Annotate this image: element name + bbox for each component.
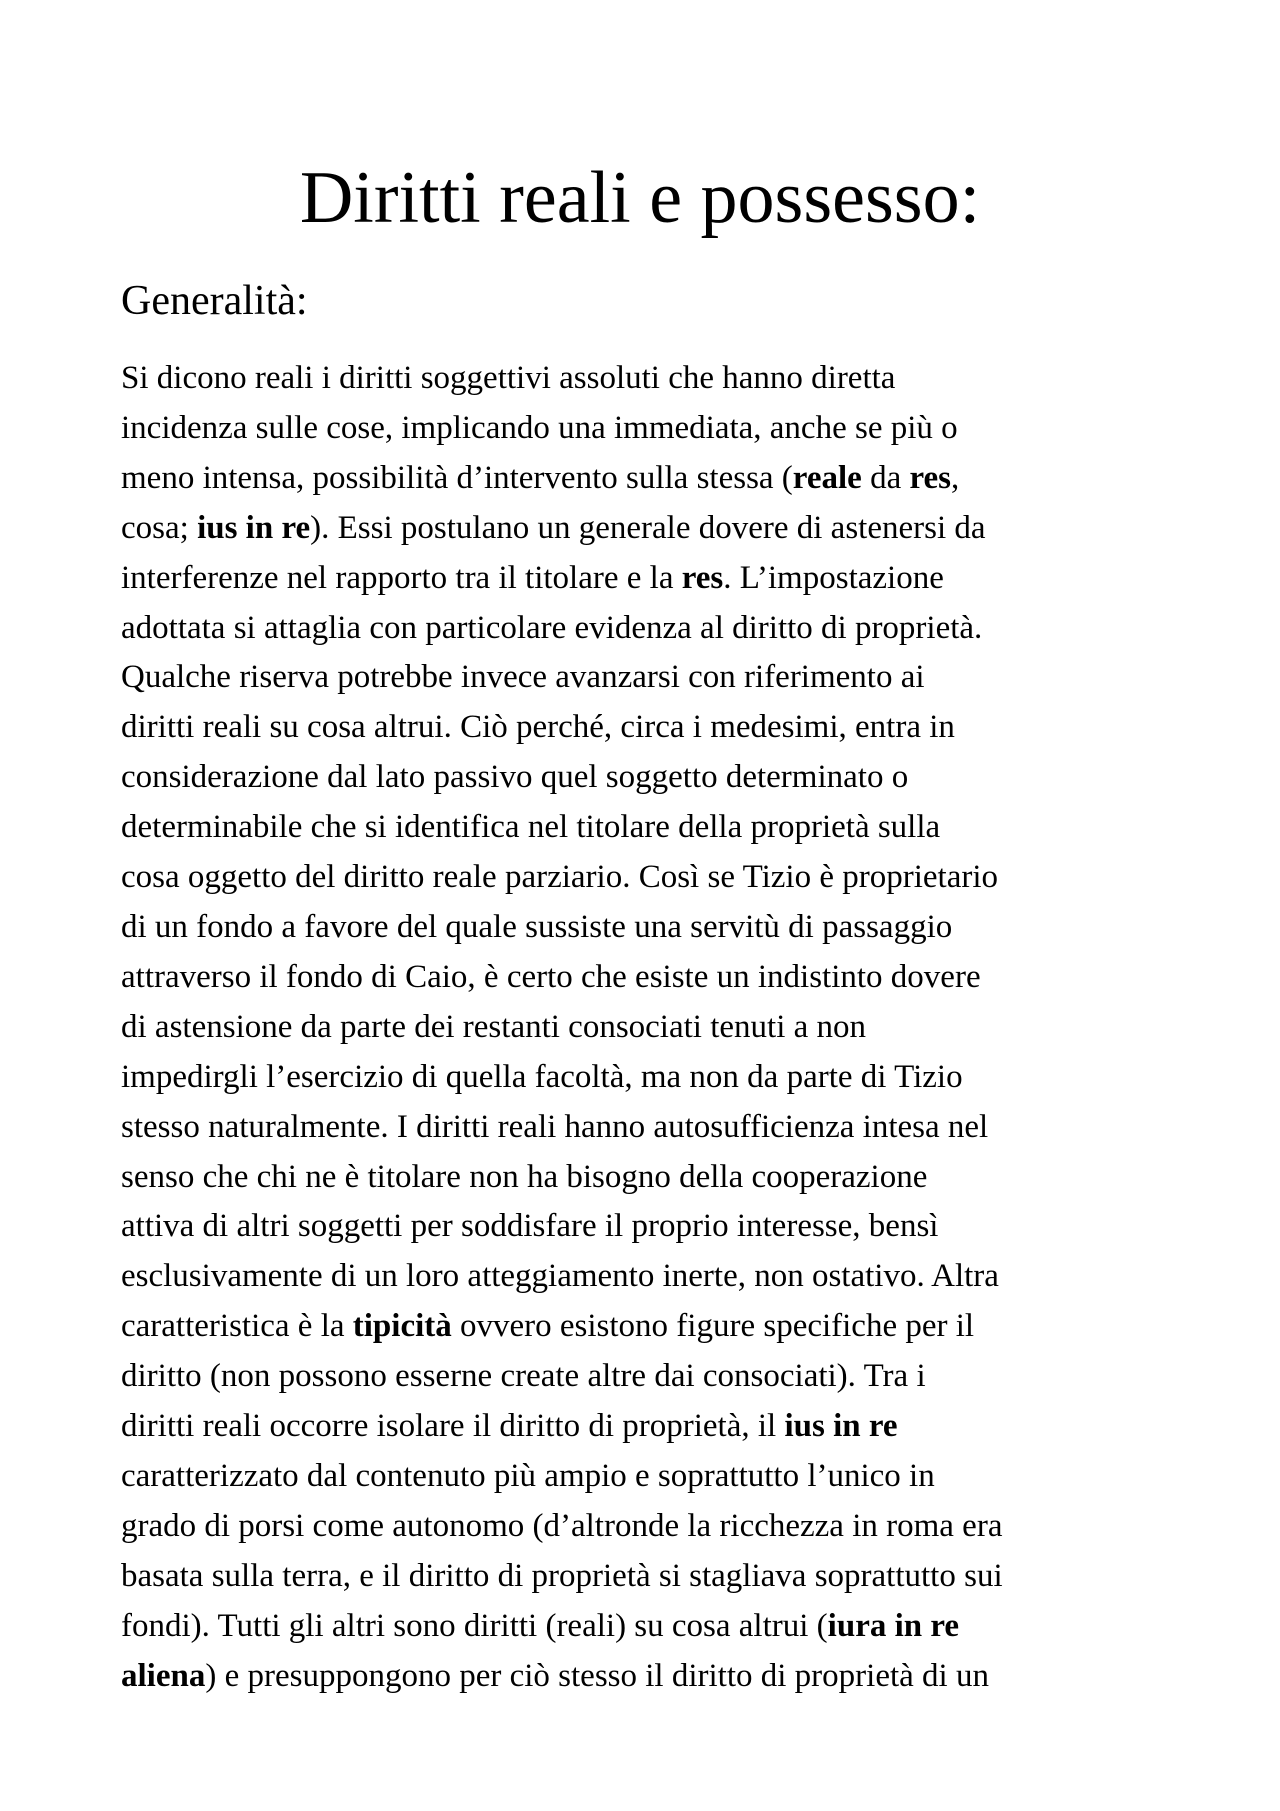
text-segment: . L’impostazione bbox=[723, 559, 944, 596]
text-line bbox=[121, 1053, 1181, 1103]
body-paragraph bbox=[121, 354, 1181, 1701]
text-segment: interferenze nel rapporto tra il titolare e la bbox=[121, 559, 682, 596]
bold-term: reale bbox=[792, 459, 862, 496]
text-line bbox=[121, 953, 1181, 1003]
text-line bbox=[121, 903, 1181, 953]
bold-term: ius in re bbox=[784, 1408, 898, 1445]
text-segment: incidenza sulle cose, implicando una immediata, anche se più o bbox=[121, 409, 958, 446]
text-line bbox=[121, 1402, 1181, 1452]
text-line bbox=[121, 1552, 1181, 1602]
text-line bbox=[121, 1153, 1181, 1203]
text-segment: ) e presuppongono per ciò stesso il diritto di proprietà di un bbox=[205, 1657, 989, 1694]
text-segment: esclusivamente di un loro atteggiamento inerte, non ostativo. Altra bbox=[121, 1258, 999, 1295]
text-segment: stesso naturalmente. I diritti reali hanno autosufficienza intesa nel bbox=[121, 1108, 989, 1145]
text-segment: cosa; bbox=[121, 509, 198, 546]
text-segment: Si dicono reali i diritti soggettivi assoluti che hanno diretta bbox=[121, 360, 896, 396]
text-line bbox=[121, 1252, 1181, 1302]
text-segment: Qualche riserva potrebbe invece avanzarsi con riferimento ai bbox=[121, 659, 925, 696]
bold-term: res bbox=[681, 559, 724, 596]
text-segment: ovvero esistono figure specifiche per il bbox=[451, 1308, 975, 1345]
text-segment: cosa oggetto del diritto reale parziario. Così se Tizio è proprietario bbox=[121, 859, 999, 896]
text-line bbox=[121, 803, 1181, 853]
text-segment: impedirgli l’esercizio di quella facoltà, ma non da parte di Tizio bbox=[121, 1058, 963, 1095]
text-segment: di un fondo a favore del quale sussiste una servitù di passaggio bbox=[121, 908, 953, 945]
text-segment: attiva di altri soggetti per soddisfare il proprio interesse, bensì bbox=[121, 1208, 939, 1245]
text-segment: caratteristica è la bbox=[121, 1308, 353, 1345]
text-segment: caratterizzato dal contenuto più ampio e soprattutto l’unico in bbox=[121, 1457, 935, 1494]
text-segment: determinabile che si identifica nel titolare della proprietà sulla bbox=[121, 809, 941, 846]
text-line bbox=[121, 1602, 1181, 1652]
text-line bbox=[121, 853, 1181, 903]
text-line bbox=[121, 1103, 1181, 1153]
text-line bbox=[121, 703, 1181, 753]
bold-term: res bbox=[909, 459, 952, 496]
text-line bbox=[121, 1302, 1181, 1352]
text-segment: da bbox=[861, 459, 910, 496]
text-segment: ). Essi postulano un generale dovere di astenersi da bbox=[310, 509, 986, 546]
text-segment: diritti reali su cosa altrui. Ciò perché, circa i medesimi, entra in bbox=[121, 709, 955, 746]
text-segment: di astensione da parte dei restanti consociati tenuti a non bbox=[121, 1008, 867, 1045]
text-segment: , bbox=[951, 459, 960, 496]
text-line bbox=[121, 1352, 1181, 1402]
bold-term: tipicità bbox=[352, 1308, 452, 1345]
text-segment: considerazione dal lato passivo quel soggetto determinato o bbox=[121, 759, 909, 796]
text-line bbox=[121, 504, 1181, 554]
text-segment: senso che chi ne è titolare non ha bisogno della cooperazione bbox=[121, 1158, 928, 1195]
text-segment: fondi). Tutti gli altri sono diritti (reali) su cosa altrui ( bbox=[121, 1607, 828, 1644]
text-line bbox=[121, 454, 1181, 504]
text-segment: diritti reali occorre isolare il diritto di proprietà, il bbox=[121, 1408, 785, 1445]
text-line bbox=[121, 1202, 1181, 1252]
page-title: Diritti reali e possesso: bbox=[299, 157, 981, 239]
text-line bbox=[121, 753, 1181, 803]
text-line bbox=[121, 1652, 1181, 1702]
bold-term: ius in re bbox=[197, 509, 311, 546]
text-line bbox=[121, 1452, 1181, 1502]
text-line bbox=[121, 1502, 1181, 1552]
text-line bbox=[121, 404, 1181, 454]
bold-term: aliena bbox=[121, 1657, 206, 1694]
text-segment: diritto (non possono esserne create altre dai consociati). Tra i bbox=[121, 1358, 926, 1395]
text-line bbox=[121, 653, 1181, 703]
text-segment: grado di porsi come autonomo (d’altronde la ricchezza in roma era bbox=[121, 1507, 1003, 1544]
text-line bbox=[121, 354, 1181, 404]
text-line bbox=[121, 604, 1181, 654]
text-segment: adottata si attaglia con particolare evidenza al diritto di proprietà. bbox=[121, 609, 983, 646]
text-segment: basata sulla terra, e il diritto di proprietà si stagliava soprattutto sui bbox=[121, 1557, 1003, 1594]
text-line bbox=[121, 554, 1181, 604]
section-heading: Generalità: bbox=[121, 278, 308, 324]
text-segment: attraverso il fondo di Caio, è certo che esiste un indistinto dovere bbox=[121, 958, 981, 995]
text-line bbox=[121, 1003, 1181, 1053]
bold-term: iura in re bbox=[827, 1607, 960, 1644]
text-segment: meno intensa, possibilità d’intervento sulla stessa ( bbox=[121, 459, 793, 496]
